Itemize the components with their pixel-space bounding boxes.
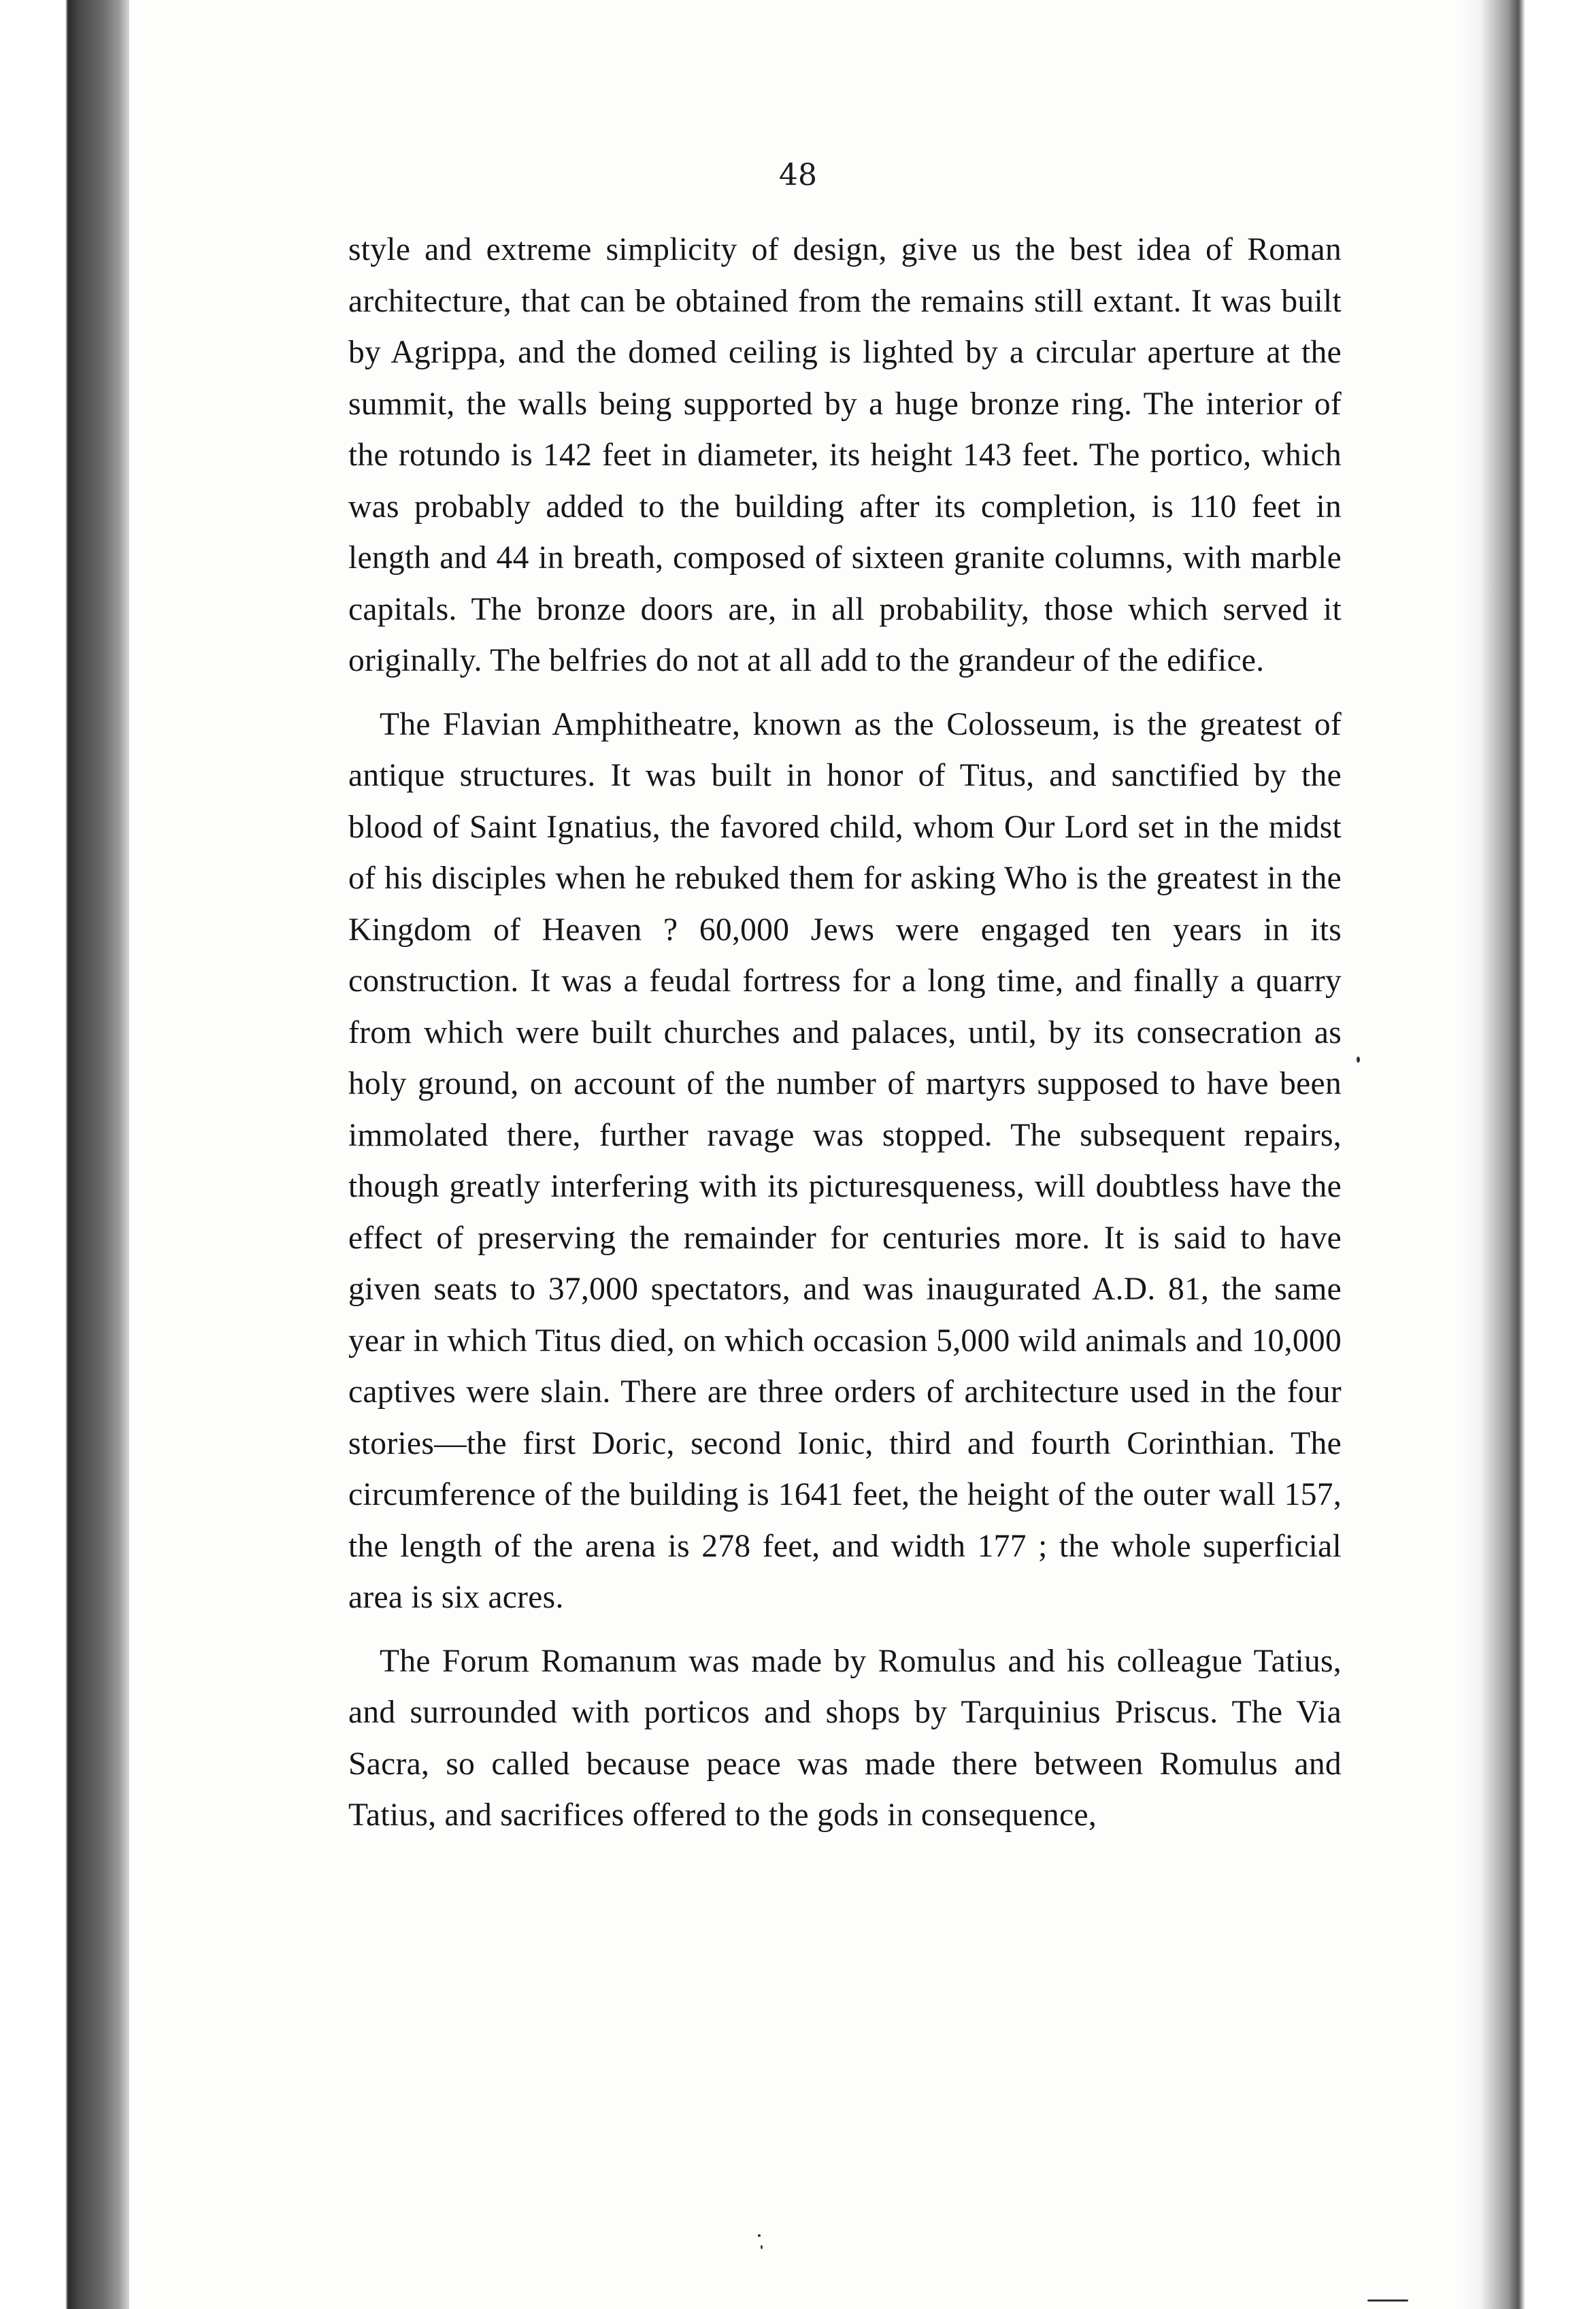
page-body: [348, 225, 1342, 1842]
paragraph-colosseum: The Flavian Amphitheatre, known as the Colosseum, is the greatest of antique structures. It was built in honor of Titus, and sanctified by the blood of Saint Ignatius, the favored child, whom Our Lord set in the midst of his disciples when he rebuked them for asking Who is the greatest in the Kingdom of Heaven ? 60,000 Jews were engaged ten years in its construction. It was a feudal fortress for a long time, and finally a quarry from which were built churches and palaces, until, by its consecration as holy ground, on account of the number of martyrs supposed to have been immolated there, further ravage was stopped. The subsequent repairs, though greatly interfering with its picturesqueness, will doubtless have the effect of preserving the remainder for centuries more. It is said to have given seats to 37,000 spectators, and was inaugurated A.D. 81, the same year in which Titus died, on which occasion 5,000 wild animals and 10,000 captives were slain. There are three orders of architecture used in the four stories—the first Doric, second Ionic, third and fourth Corinthian. The circumference of the building is 1641 feet, the height of the outer wall 157, the length of the arena is 278 feet, and width 177 ; the whole superficial area is six acres.: [348, 706, 1342, 1615]
scan-speck: [761, 2245, 763, 2249]
book-binding-right: [1460, 0, 1596, 2309]
scan-speck: [1357, 1057, 1360, 1063]
scan-speck: [758, 2234, 761, 2237]
page-number: 48: [779, 158, 817, 193]
paragraph-pantheon: style and extreme simplicity of design, give us the best idea of Roman architecture, that can be obtained from the remains still extant. It was built by Agrippa, and the domed ceiling is lighted by a circular aperture at the summit, the walls being supported by a huge bronze ring. The interior of the rotundo is 142 feet in diameter, its height 143 feet. The portico, which was probably added to the building after its completion, is 110 feet in length and 44 in breath, composed of sixteen granite columns, with marble capitals. The bronze doors are, in all probability, those which served it originally. The belfries do not at all add to the grandeur of the edifice.: [348, 232, 1342, 678]
paragraph-forum: The Forum Romanum was made by Romulus and his colleague Tatius, and surrounded with porticos and shops by Tarquinius Priscus. The Via Sacra, so called because peace was made there between Romulus and Tatius, and sacrifices offered to the gods in consequence,: [348, 1643, 1342, 1833]
scan-speck: [1367, 2299, 1408, 2302]
book-binding-left: [0, 0, 129, 2309]
